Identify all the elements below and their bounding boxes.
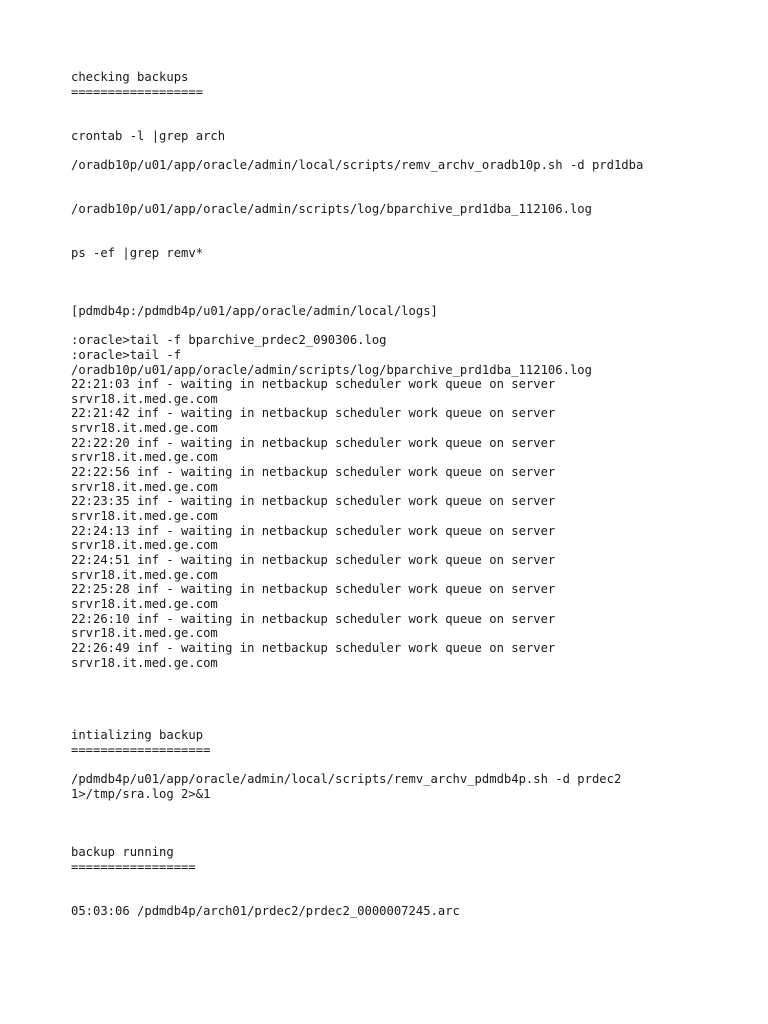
log-entry-line: 22:26:10 inf - waiting in netbackup scheduler work queue on server — [71, 612, 556, 626]
log-entry-server: srvr18.it.med.ge.com — [71, 450, 218, 464]
command-ps: ps -ef |grep remv* — [71, 246, 204, 260]
log-entry-server: srvr18.it.med.ge.com — [71, 480, 218, 494]
archive-file-line: 05:03:06 /pdmdb4p/arch01/prdec2/prdec2_0000007245.arc — [71, 904, 460, 918]
log-entry-server: srvr18.it.med.ge.com — [71, 626, 218, 640]
section-underline: ================== — [71, 85, 204, 99]
tail-command-1: :oracle>tail -f bparchive_prdec2_090306.log — [71, 333, 387, 347]
log-entry-line: 22:25:28 inf - waiting in netbackup scheduler work queue on server — [71, 582, 556, 596]
section-underline: ================= — [71, 860, 196, 874]
log-entry-line: 22:22:20 inf - waiting in netbackup scheduler work queue on server — [71, 436, 556, 450]
log-entry-line: 22:26:49 inf - waiting in netbackup scheduler work queue on server — [71, 641, 556, 655]
log-entry-line: 22:22:56 inf - waiting in netbackup scheduler work queue on server — [71, 465, 556, 479]
section-title-checking-backups: checking backups — [71, 70, 189, 84]
command-crontab: crontab -l |grep arch — [71, 129, 226, 143]
section-underline: =================== — [71, 743, 211, 757]
log-entry-line: 22:24:51 inf - waiting in netbackup scheduler work queue on server — [71, 553, 556, 567]
log-entry-line: 22:24:13 inf - waiting in netbackup scheduler work queue on server — [71, 524, 556, 538]
log-path-line: /oradb10p/u01/app/oracle/admin/scripts/log/bparchive_prd1dba_112106.log — [71, 202, 592, 216]
initializing-command: /pdmdb4p/u01/app/oracle/admin/local/scripts/remv_archv_pdmdb4p.sh -d prdec2 — [71, 772, 622, 786]
log-entry-server: srvr18.it.med.ge.com — [71, 538, 218, 552]
section-title-initializing-backup: intializing backup — [71, 728, 204, 742]
section-title-backup-running: backup running — [71, 845, 174, 859]
initializing-redirect: 1>/tmp/sra.log 2>&1 — [71, 787, 211, 801]
log-entry-server: srvr18.it.med.ge.com — [71, 421, 218, 435]
log-entry-line: 22:21:03 inf - waiting in netbackup scheduler work queue on server — [71, 377, 556, 391]
script-path-line: /oradb10p/u01/app/oracle/admin/local/scripts/remv_archv_oradb10p.sh -d prd1dba — [71, 158, 644, 172]
prompt-directory: [pdmdb4p:/pdmdb4p/u01/app/oracle/admin/local/logs] — [71, 304, 438, 318]
tail-command-2-path: /oradb10p/u01/app/oracle/admin/scripts/log/bparchive_prd1dba_112106.log — [71, 363, 592, 377]
log-entry-server: srvr18.it.med.ge.com — [71, 392, 218, 406]
log-entry-line: 22:23:35 inf - waiting in netbackup scheduler work queue on server — [71, 494, 556, 508]
log-entry-server: srvr18.it.med.ge.com — [71, 597, 218, 611]
log-entry-server: srvr18.it.med.ge.com — [71, 656, 218, 670]
tail-command-2: :oracle>tail -f — [71, 348, 182, 362]
log-entry-server: srvr18.it.med.ge.com — [71, 568, 218, 582]
log-entry-server: srvr18.it.med.ge.com — [71, 509, 218, 523]
log-entry-line: 22:21:42 inf - waiting in netbackup scheduler work queue on server — [71, 406, 556, 420]
